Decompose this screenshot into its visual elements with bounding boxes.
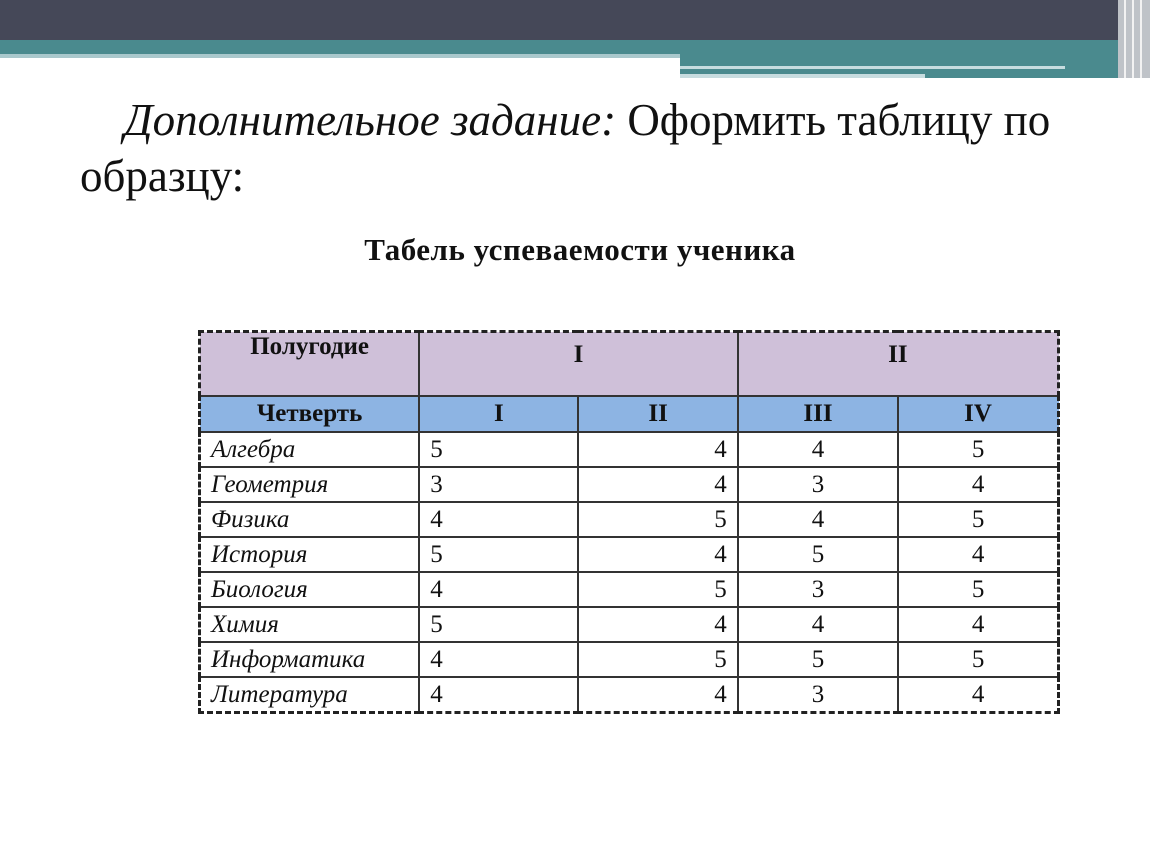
quarter-header-row xyxy=(200,396,1059,432)
subject-cell: Биология xyxy=(200,572,420,607)
quarter-4: IV xyxy=(898,396,1058,432)
instruction-italic: Дополнительное задание: xyxy=(124,95,617,145)
half-year-header-row xyxy=(200,332,1059,397)
grade-cell: 5 xyxy=(898,502,1058,537)
table-title: Табель успеваемости ученика xyxy=(364,232,796,267)
grade-cell: 3 xyxy=(738,677,898,713)
grade-cell: 5 xyxy=(578,502,737,537)
half-year-label: Полугодие xyxy=(200,332,420,397)
subject-cell: Химия xyxy=(200,607,420,642)
grade-cell: 4 xyxy=(578,537,737,572)
grade-cell: 4 xyxy=(578,607,737,642)
grade-cell: 3 xyxy=(419,467,578,502)
grade-cell: 4 xyxy=(738,432,898,467)
half-year-2: II xyxy=(738,332,1059,397)
subject-cell: Геометрия xyxy=(200,467,420,502)
header-right-decoration xyxy=(1118,0,1150,78)
table-row xyxy=(200,467,1059,502)
header-teal-band xyxy=(0,40,1118,54)
grade-cell: 5 xyxy=(419,537,578,572)
grade-cell: 4 xyxy=(898,467,1058,502)
table-row xyxy=(200,432,1059,467)
table-row xyxy=(200,607,1059,642)
quarter-3: III xyxy=(738,396,898,432)
subject-cell: Физика xyxy=(200,502,420,537)
grade-cell: 5 xyxy=(738,537,898,572)
decor-line xyxy=(1140,0,1142,78)
grade-cell: 4 xyxy=(578,467,737,502)
grade-cell: 5 xyxy=(578,642,737,677)
table-row xyxy=(200,537,1059,572)
grade-cell: 5 xyxy=(419,607,578,642)
grade-cell: 3 xyxy=(738,467,898,502)
header-light-strip xyxy=(0,54,680,58)
grade-cell: 4 xyxy=(419,502,578,537)
grade-cell: 5 xyxy=(898,432,1058,467)
table-row xyxy=(200,502,1059,537)
quarter-1: I xyxy=(419,396,578,432)
grades-table xyxy=(198,330,1060,714)
grade-cell: 4 xyxy=(898,607,1058,642)
grade-cell: 4 xyxy=(898,677,1058,713)
header-dark-band xyxy=(0,0,1118,40)
grade-cell: 4 xyxy=(578,432,737,467)
decor-line xyxy=(1124,0,1126,78)
table-row xyxy=(200,572,1059,607)
table-row xyxy=(200,642,1059,677)
header-light-strip xyxy=(680,66,1065,69)
grade-cell: 5 xyxy=(419,432,578,467)
grade-cell: 4 xyxy=(419,572,578,607)
grade-cell: 4 xyxy=(738,502,898,537)
grade-cell: 3 xyxy=(738,572,898,607)
grade-cell: 5 xyxy=(578,572,737,607)
instruction-text xyxy=(80,92,1120,204)
subject-cell: Алгебра xyxy=(200,432,420,467)
half-year-1: I xyxy=(419,332,738,397)
subject-cell: История xyxy=(200,537,420,572)
grade-cell: 4 xyxy=(578,677,737,713)
grade-cell: 5 xyxy=(898,572,1058,607)
quarter-label: Четверть xyxy=(200,396,420,432)
grade-cell: 4 xyxy=(419,677,578,713)
quarter-2: II xyxy=(578,396,737,432)
grade-cell: 5 xyxy=(898,642,1058,677)
header-light-strip xyxy=(680,74,925,78)
grade-cell: 4 xyxy=(898,537,1058,572)
grade-cell: 4 xyxy=(738,607,898,642)
decor-line xyxy=(1132,0,1134,78)
subject-cell: Информатика xyxy=(200,642,420,677)
table-row xyxy=(200,677,1059,713)
grade-cell: 4 xyxy=(419,642,578,677)
subject-cell: Литература xyxy=(200,677,420,713)
instruction-rest: Оформить таблицу по образцу: xyxy=(80,95,1051,201)
grade-cell: 5 xyxy=(738,642,898,677)
